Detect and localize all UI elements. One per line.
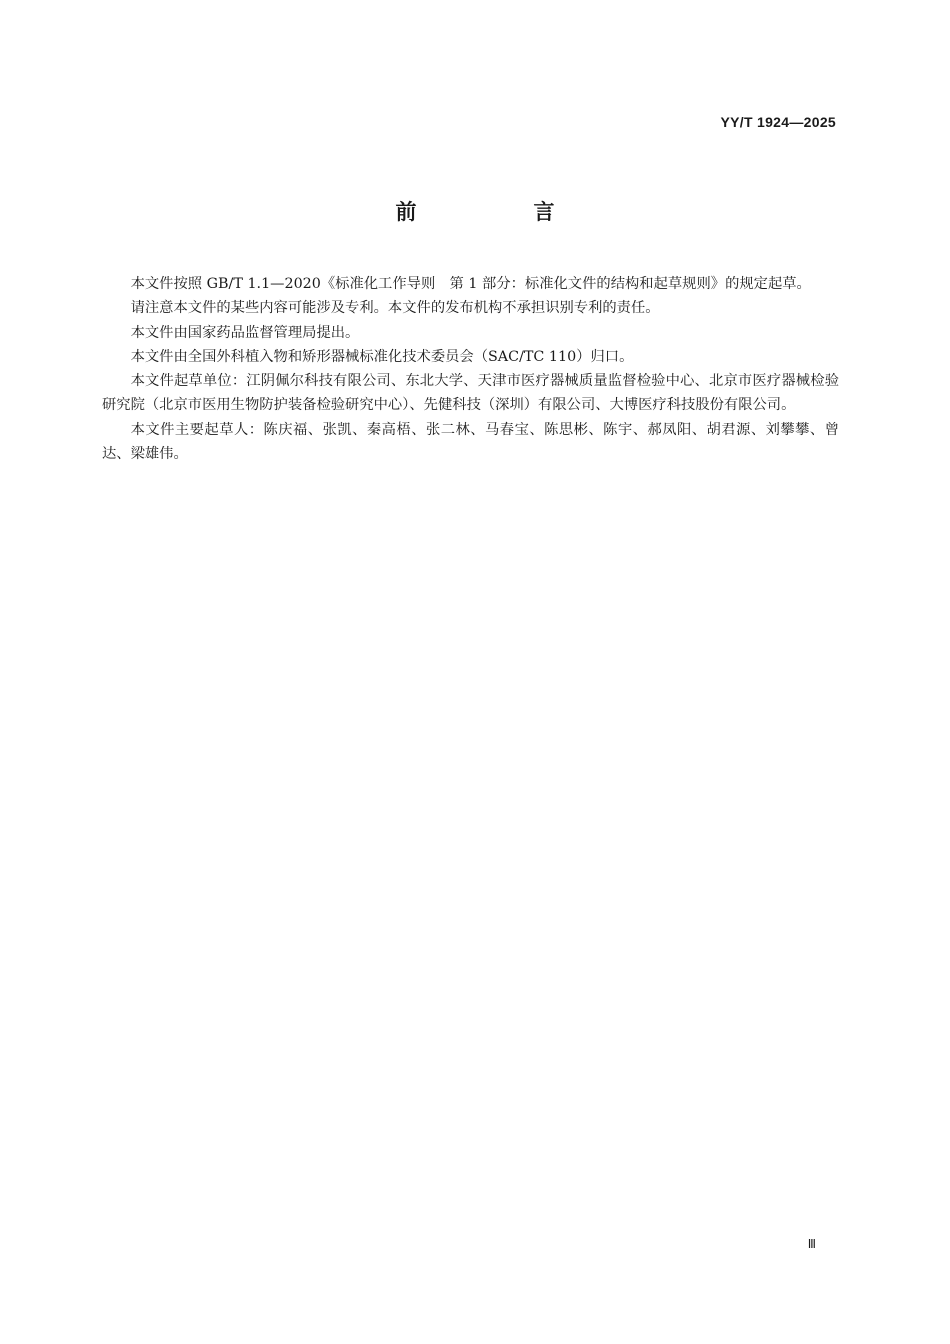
paragraph-proposer: 本文件由国家药品监督管理局提出。	[130, 324, 360, 341]
foreword-body	[102, 272, 839, 466]
paragraph-drafting-organizations: 本文件起草单位：江阴佩尔科技有限公司、东北大学、天津市医疗器械质量监督检验中心、北京市医疗器械检验研究院（北京市医用生物防护装备检验研究中心）、先健科技（深圳）有限公司、大博医疗科技股份有限公司。	[102, 373, 839, 414]
paragraph-main-drafters: 本文件主要起草人：陈庆福、张凯、秦高梧、张二林、马春宝、陈思彬、陈宇、郝凤阳、胡君源、刘攀攀、曾达、梁雄伟。	[102, 421, 839, 463]
paragraph-drafting-rules: 本文件按照 GB/T 1.1—2020《标准化工作导则 第 1 部分：标准化文件的结构和起草规则》的规定起草。	[130, 276, 811, 292]
paragraph-patent-notice: 请注意本文件的某些内容可能涉及专利。本文件的发布机构不承担识别专利的责任。	[130, 300, 660, 317]
page-title: 前 言	[395, 200, 603, 224]
paragraph-technical-committee: 本文件由全国外科植入物和矫形器械标准化技术委员会（SAC/TC 110）归口。	[130, 348, 634, 365]
standard-code: YY/T 1924—2025	[720, 114, 836, 130]
page-number: Ⅲ	[807, 1237, 816, 1251]
